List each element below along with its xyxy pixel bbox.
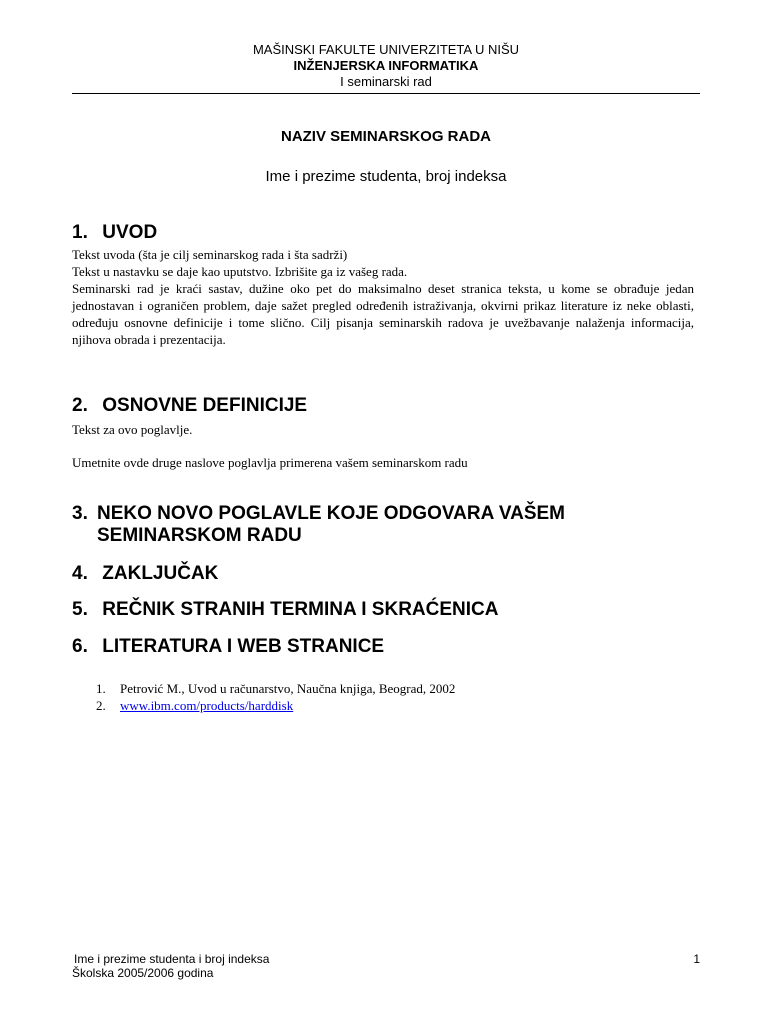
section-heading-definicije <box>72 395 700 417</box>
section-paragraph: Seminarski rad je kraći sastav, dužine oko pet do maksimalno deset stranica teksta, u kome se obrađuje jedan jednostavan i ograničen problem, daje sažet pregled određenih istraživanja, okvirni prikaz literature iz neke oblasti, određuju osnovne definicije i tome slično. Cilj pisanja seminarskih radova je uvežbavanje nalaženja informacija, njihova obrada i prezentacija. <box>72 281 694 347</box>
page-footer <box>74 952 269 980</box>
section-title: LITERATURA I WEB STRANICE <box>102 636 385 657</box>
header-faculty: MAŠINSKI FAKULTE UNIVERZITETA U NIŠU <box>252 42 520 57</box>
section-line: Tekst u nastavku se daje kao uputstvo. Izbrišite ga iz vašeg rada. <box>72 264 408 279</box>
section-number: 3. <box>72 503 88 524</box>
footer-school-year: Školska 2005/2006 godina <box>72 966 214 980</box>
section-number: 1. <box>72 222 88 243</box>
header-divider <box>72 93 700 94</box>
section-line: Tekst za ovo poglavlje. <box>72 422 193 437</box>
section-number: 4. <box>72 563 88 584</box>
section-number: 2. <box>72 395 88 416</box>
reference-item <box>96 680 696 697</box>
page-number: 1 <box>693 952 700 966</box>
document-title: NAZIV SEMINARSKOG RADA <box>280 128 491 145</box>
section-title: REČNIK STRANIH TERMINA I SKRAĆENICA <box>102 599 499 620</box>
reference-number: 1. <box>96 681 106 696</box>
reference-link[interactable]: www.ibm.com/products/harddisk <box>120 698 294 713</box>
page-header <box>72 42 700 90</box>
section-number: 6. <box>72 636 88 657</box>
footer-student-info: Ime i prezime studenta i broj indeksa <box>74 952 270 966</box>
section-line: Umetnite ovde druge naslove poglavlja primerena vašem seminarskom radu <box>72 455 468 470</box>
section-title: NEKO NOVO POGLAVLE KOJE ODGOVARA VAŠEM SEMINARSKOM RADU <box>97 503 566 546</box>
section-title: OSNOVNE DEFINICIJE <box>102 395 308 416</box>
section-number: 5. <box>72 599 88 620</box>
reference-list <box>96 680 696 714</box>
section-title: UVOD <box>102 222 158 243</box>
reference-number: 2. <box>96 698 106 713</box>
document-subtitle: Ime i prezime studenta, broj indeksa <box>265 168 507 185</box>
section-heading-uvod <box>72 222 700 244</box>
section-heading-recnik <box>72 599 700 621</box>
section-heading-novo-poglavlje <box>72 503 700 547</box>
header-course: I seminarski rad <box>340 74 432 89</box>
section-heading-literatura <box>72 636 700 658</box>
section-line: Tekst uvoda (šta je cilj seminarskog rada i šta sadrži) <box>72 247 348 262</box>
reference-item <box>96 697 696 714</box>
section-title: ZAKLJUČAK <box>102 563 219 584</box>
header-department: INŽENJERSKA INFORMATIKA <box>293 58 479 73</box>
section-heading-zakljucak <box>72 563 700 585</box>
reference-text: Petrović M., Uvod u računarstvo, Naučna knjiga, Beograd, 2002 <box>120 681 456 696</box>
